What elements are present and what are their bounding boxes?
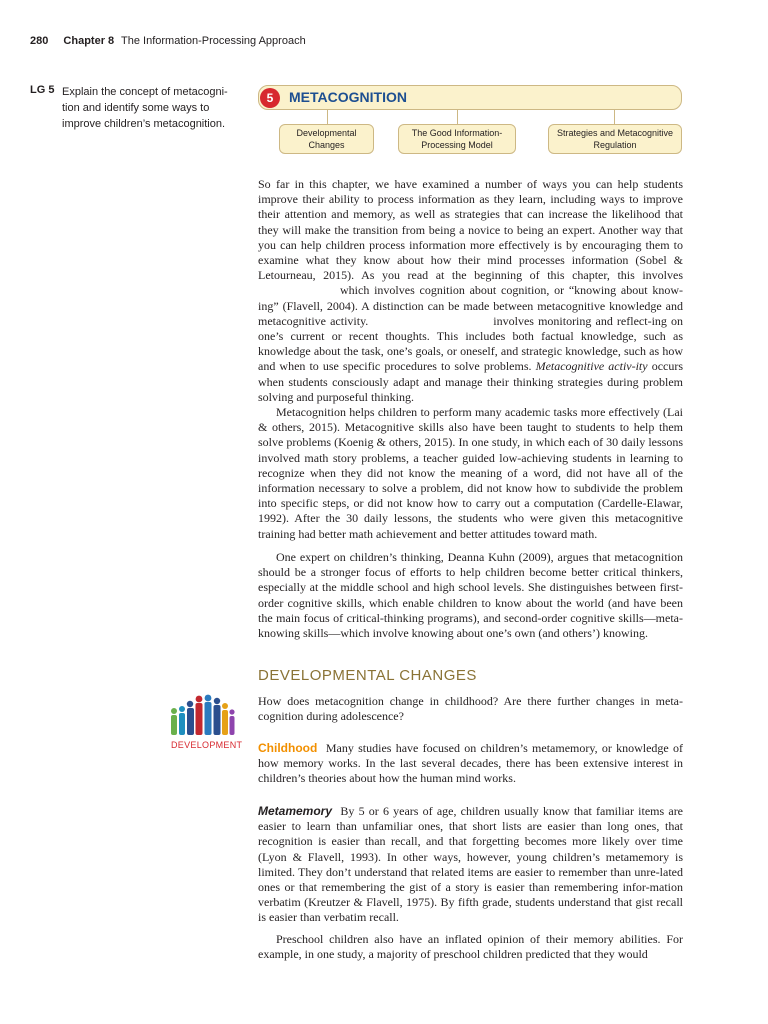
section-number-badge: 5 [260, 88, 280, 108]
topic-line: Strategies and Metacognitive [556, 128, 674, 138]
text-run: involves monitoring and reflect-ing on one’s current or recent thoughts. This includes both factual knowledge, such as knowledge about the task, one’s goals, or oneself, and strategic knowledge, such as how and when to use specific procedures to solve problems. [258, 313, 684, 374]
topic-developmental-changes[interactable] [279, 124, 374, 154]
run-in-head-metamemory: Metamemory [258, 804, 333, 818]
chapter-label: Chapter 8 [63, 35, 115, 47]
development-label: DEVELOPMENT [171, 740, 243, 750]
term-metacognitive-activity: Metacognitive activ-ity [535, 359, 648, 374]
paragraph-kuhn: One expert on children’s thinking, Deanna Kuhn (2009), argues that metacognition should be a stronger focus of efforts to help children become better critical thinkers, especially at the middle school and high school levels. She distinguishes between first-order cognitive skills, which enable children to know about the world (and have been the main focus of critical-thinking programs), and second-order cognitive skills—meta-knowing skills—which involve knowing about one’s own (and others’) knowing. [258, 550, 683, 641]
topic-line: Regulation [593, 140, 637, 150]
paragraph-academic-tasks: Metacognition helps children to perform many academic tasks more effectively (Lai & others, 2015). Metacognitive skills also have been taught to students to help them solve problems (Koenig & others, 2015). In one study, in which each of 30 daily lessons involved math story problems, a teacher guided low-achieving students in learning to recognize when they did not know the meaning of a word, did not have all of the information necessary to solve a problem, did not know how to subdivide the problem into specific steps, or did not know how to carry out a computation (Cardelle-Elawar, 1992). After the 30 daily lessons, the students who were given this metacognitive training had better math achievement and better attitudes toward math. [258, 405, 683, 541]
development-figures-icon [168, 691, 236, 737]
topic-line: Developmental [296, 128, 357, 138]
banner-connector [614, 110, 615, 124]
topic-line: Processing Model [421, 140, 493, 150]
page-number: 280 [30, 35, 49, 47]
topic-line: The Good Information- [411, 128, 503, 138]
chapter-title: The Information-Processing Approach [121, 35, 306, 47]
text-run: occurs when students consciously adapt and manage their thinking strategies during problem solving and purposeful thinking. [258, 359, 684, 404]
section-heading: DEVELOPMENTAL CHANGES [258, 667, 477, 684]
section-banner-title: METACOGNITION [289, 89, 407, 105]
learning-goal-tag: LG 5 [30, 84, 55, 96]
paragraph-preschool: Preschool children also have an inflated opinion of their memory abilities. For example, in one study, a majority of preschool children predicted that they would [258, 932, 683, 962]
paragraph-childhood [258, 741, 683, 787]
text-run: By 5 or 6 years of age, children usually know that familiar items are easier to learn than unfamiliar ones, that short lists are easier than long ones, that recognition is easier than recall, and that forgetting becomes more likely over time (Lyon & Flavell, 1993). In other ways, however, young children’s metamemory is limited. They don’t understand that related items are easier to remember than unre-lated ones or that remembering the gist of a story is easier than remembering infor-mation verbatim (Kreutzer & Flavell, 1975). By fifth grade, students understand that gist recall is easier than verbatim recall. [258, 804, 684, 925]
text-run: which involves cognition about cognition, or “knowing about know-ing” (Flavell, 2004). A distinction can be made between metacognitive knowledge and metacognitive activity. [258, 283, 683, 328]
paragraph-metacognition-intro [258, 177, 683, 405]
learning-goal-text: Explain the concept of metacogni-tion and identify some ways to improve children’s metacognition. [62, 86, 228, 130]
banner-connector [457, 110, 458, 124]
text-run: Many studies have focused on children’s metamemory, or knowledge of how memory works. In the last several decades, there has been extensive interest in children’s theories about how the human mind works. [258, 741, 684, 786]
running-head [30, 35, 306, 47]
topic-good-information-processing-model[interactable] [398, 124, 516, 154]
paragraph-question: How does metacognition change in childhood? Are there further changes in meta-cognition during adolescence? [258, 694, 683, 724]
topic-strategies-and-metacognitive-regulation[interactable] [548, 124, 682, 154]
paragraph-metamemory [258, 804, 683, 926]
run-in-head-childhood: Childhood [258, 741, 318, 755]
banner-connector [327, 110, 328, 124]
topic-line: Changes [308, 140, 345, 150]
text-run: So far in this chapter, we have examined a number of ways you can help students improve their ability to process information as they learn, including ways to improve their attention and memory, as well as strategies that can increase the likelihood that they will make the transition from being a novice to being an expert. Another way that you can help children process information more effectively is by encouraging them to examine what they know about how their mind processes information (Sobel & Letourneau, 2015). As you read at the beginning of this chapter, this involves [258, 177, 683, 283]
